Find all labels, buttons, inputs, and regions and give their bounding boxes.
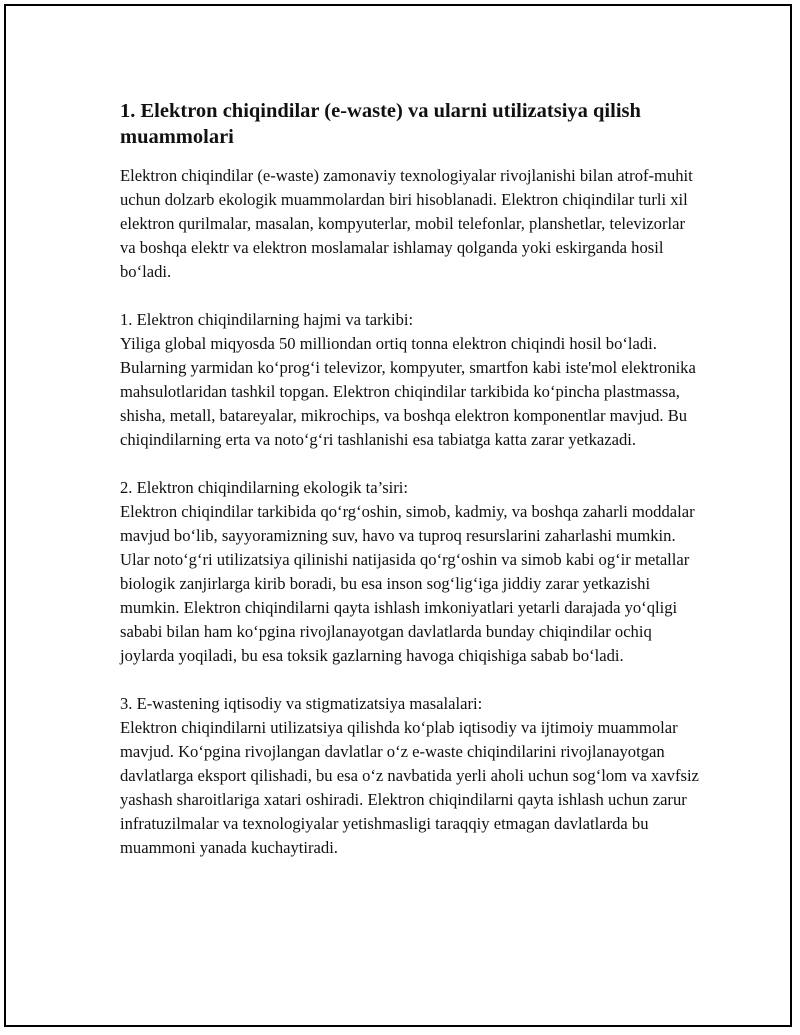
section-ecological-impact — [120, 476, 700, 668]
section-heading: 1. Elektron chiqindilarning hajmi va tarkibi: — [120, 310, 414, 329]
section-body: Yiliga global miqyosda 50 milliondan ortiq tonna elektron chiqindi hosil bo‘ladi. Bularning yarmidan ko‘prog‘i televizor, kompyuter, smartfon kabi iste'mol elektronika mahsulotlaridan tashkil topgan. Elektron chiqindilar tarkibida ko‘pincha plastmassa, shisha, metall, batareyalar, mikrochips, va boshqa elektron komponentlar mavjud. Bu chiqindilarning erta va noto‘g‘ri tashlanishi esa tabiatga katta zarar yetkazadi. — [120, 334, 696, 449]
section-heading: 2. Elektron chiqindilarning ekologik ta’siri: — [120, 478, 409, 497]
section-heading: 3. E-wastening iqtisodiy va stigmatizatsiya masalalari: — [120, 694, 483, 713]
intro-paragraph: Elektron chiqindilar (e-waste) zamonaviy texnologiyalar rivojlanishi bilan atrof-muhit uchun dolzarb ekologik muammolardan biri hisoblanadi. Elektron chiqindilar turli xil elektron qurilmalar, masalan, kompyuterlar, mobil telefonlar, planshetlar, televizorlar va boshqa elektr va elektron moslamalar ishlamay qolganda yoki eskirganda hosil bo‘ladi. — [120, 166, 693, 281]
section-economic-issues — [120, 692, 700, 860]
section-volume-composition — [120, 308, 700, 452]
section-body: Elektron chiqindilarni utilizatsiya qilishda ko‘plab iqtisodiy va ijtimoiy muammolar mavjud. Ko‘pgina rivojlangan davlatlar o‘z e-waste chiqindilarini rivojlanayotgan davlatlarga eksport qilishadi, bu esa o‘z navbatida yerli aholi uchun sog‘lom va xavfsiz yashash sharoitlariga xatari oshiradi. Elektron chiqindilarni qayta ishlash uchun zarur infratuzilmalar va texnologiyalar yetishmasligi taraqqiy etmagan davlatlarda bu muammoni yanada kuchaytiradi. — [120, 718, 699, 857]
document-title: 1. Elektron chiqindilar (e-waste) va ularni utilizatsiya qilish muammolari — [120, 100, 641, 148]
section-body: Elektron chiqindilar tarkibida qo‘rg‘oshin, simob, kadmiy, va boshqa zaharli moddalar mavjud bo‘lib, sayyoramizning suv, havo va tuproq resurslarini zaharlashi mumkin. Ular noto‘g‘ri utilizatsiya qilinishi natijasida qo‘rg‘oshin va simob kabi og‘ir metallar biologik zanjirlarga kirib boradi, bu esa inson sog‘lig‘iga jiddiy zarar yetkazishi mumkin. Elektron chiqindilarni qayta ishlash imkoniyatlari yetarli darajada yo‘qligi sababi bilan ham ko‘pgina rivojlanayotgan davlatlarda bunday chiqindilar ochiq joylarda yoqiladi, bu esa toksik gazlarning havoga chiqishiga sabab bo‘ladi. — [120, 502, 695, 665]
document-body — [120, 98, 700, 860]
page-frame — [4, 4, 792, 1027]
